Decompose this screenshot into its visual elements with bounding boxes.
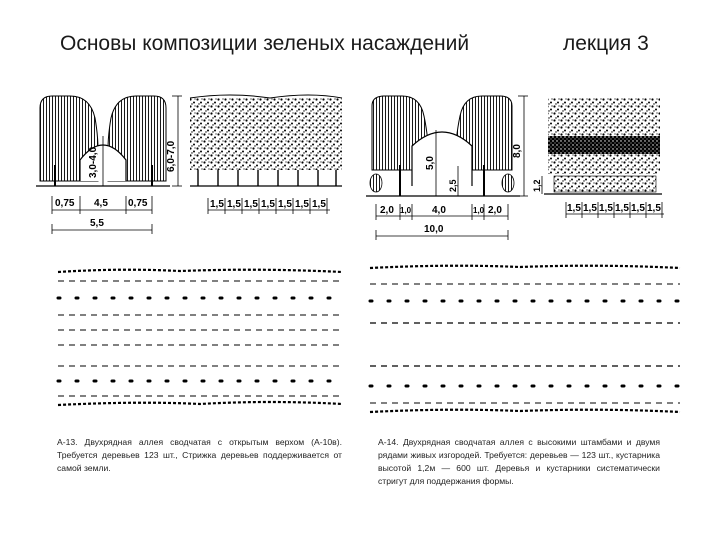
caption-a13: А-13. Двухрядная аллея сводчатая с открытым верхом (А-10в). Требуется деревьев 123 шт., Стрижка деревьев поддерживается от самой земли. [57, 437, 342, 473]
spacing-label: 1,5 [227, 199, 241, 210]
dim-height-inner: 3,0-4,0 [88, 146, 99, 178]
lecture-label: лекция 3 [563, 32, 649, 55]
right-section-view [366, 96, 528, 196]
spacing-label: 1,5 [599, 203, 613, 214]
right-plan-view [370, 266, 680, 412]
spacing-label: 1,5 [631, 203, 645, 214]
spacing-label: 1,5 [278, 199, 292, 210]
spacing-label: 1,5 [647, 203, 661, 214]
spacing-label: 1,5 [583, 203, 597, 214]
spacing-label: 1,5 [210, 199, 224, 210]
spacing-label: 1,5 [312, 199, 326, 210]
dim-right-e: 2,0 [488, 205, 502, 216]
page-title: Основы композиции зеленых насаждений [60, 32, 470, 55]
right-spacing-row [566, 202, 664, 218]
spacing-label: 1,5 [295, 199, 309, 210]
left-dimension-row [52, 196, 152, 234]
right-front-view [532, 98, 662, 194]
dim-right-c: 4,0 [432, 205, 446, 216]
right-dimension-row [376, 204, 508, 240]
dim-total-height: 8,0 [512, 144, 523, 158]
left-spacing-row [208, 198, 330, 214]
left-section-view [36, 96, 182, 186]
dim-height-total: 6,0-7,0 [166, 140, 177, 172]
dim-left-total: 5,5 [90, 218, 104, 229]
spacing-label: 1,5 [244, 199, 258, 210]
dim-left-edge-right: 0,75 [128, 198, 148, 209]
left-plan-view [58, 270, 342, 405]
dim-left-middle: 4,5 [94, 198, 108, 209]
dim-hedge-height: 1,2 [532, 179, 542, 192]
spacing-label: 1,5 [567, 203, 581, 214]
dim-arch-height: 5,0 [425, 156, 436, 170]
dim-left-edge: 0,75 [55, 198, 75, 209]
spacing-label: 1,5 [261, 199, 275, 210]
dim-right-total: 10,0 [424, 224, 444, 235]
dim-right-b: 1,0 [400, 206, 412, 215]
dim-stem-height: 2,5 [448, 179, 458, 192]
spacing-label: 1,5 [615, 203, 629, 214]
left-front-view [190, 95, 342, 186]
dim-right-d: 1,0 [473, 206, 485, 215]
dim-right-a: 2,0 [380, 205, 394, 216]
caption-a14: А-14. Двухрядная сводчатая аллея с высокими штамбами и двумя рядами живых изгородей. Требуется: деревьев — 123 шт., кустарника высотой 1,2м — 600 шт. Деревья и кустарники систематически стригут для поддержания формы. [378, 437, 660, 486]
